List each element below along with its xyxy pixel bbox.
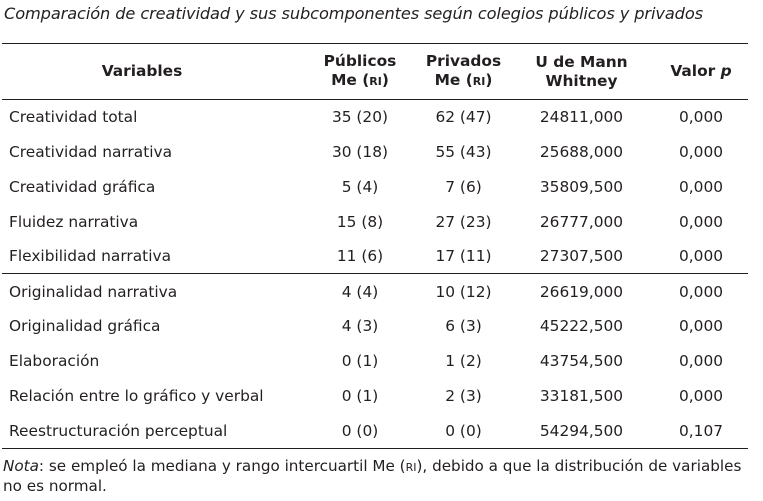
cell-valor-p: 0,000	[678, 317, 724, 336]
header-row	[2, 44, 748, 100]
cell-valor-p: 0,000	[678, 352, 724, 371]
cell-valor-p: 0,000	[678, 177, 724, 196]
table-caption: Comparación de creatividad y sus subcomponentes según colegios públicos y privados	[4, 4, 703, 23]
cell-privados: 0 (0)	[418, 414, 509, 449]
table-header	[2, 44, 748, 100]
cell-u-mann-whitney: 26619,000	[509, 274, 654, 309]
cell-privados: 55 (43)	[435, 142, 492, 161]
cell-valor-p: 0,000	[678, 387, 724, 406]
header-valor-p	[654, 44, 748, 100]
cell-publicos: 35 (20)	[331, 108, 389, 127]
table-note	[3, 457, 761, 496]
cell-variable: Relación entre lo gráfico y verbal	[9, 387, 264, 406]
header-privados	[418, 44, 509, 100]
cell-privados: 2 (3)	[445, 387, 482, 406]
cell-u-mann-whitney: 25688,000	[539, 142, 624, 161]
table-row	[2, 274, 748, 309]
cell-valor-p: 0,000	[678, 212, 724, 231]
cell-valor-p: 0,000	[678, 247, 724, 266]
note-text-before: : se empleó la mediana y rango intercuartil Me (	[38, 457, 406, 475]
cell-u-mann-whitney: 26777,000	[539, 212, 624, 231]
cell-variable: Originalidad gráfica	[9, 317, 161, 336]
note-ri: RI	[405, 461, 417, 474]
cell-publicos: 0 (1)	[341, 352, 379, 371]
cell-valor-p: 0,000	[654, 274, 748, 309]
header-privados-line2-prefix: Me (	[434, 71, 473, 89]
table-row	[2, 204, 748, 239]
header-mann-line1: U de Mann	[535, 52, 628, 71]
header-publicos-ri: RI	[369, 75, 382, 88]
table-row	[2, 344, 748, 379]
header-mann-line2: Whitney	[545, 71, 618, 90]
cell-publicos: 11 (6)	[336, 247, 384, 266]
cell-variable: Creatividad gráfica	[9, 177, 156, 196]
cell-variable: Reestructuración perceptual	[2, 414, 302, 449]
cell-variable: Flexibilidad narrativa	[9, 247, 172, 266]
cell-publicos: 0 (1)	[341, 387, 379, 406]
cell-u-mann-whitney: 43754,500	[539, 352, 624, 371]
comparison-table	[2, 43, 748, 449]
header-publicos-line1: Públicos	[323, 52, 397, 70]
cell-u-mann-whitney: 35809,500	[539, 177, 624, 196]
cell-variable: Elaboración	[9, 352, 100, 371]
cell-variable: Creatividad total	[9, 108, 138, 127]
cell-publicos: 5 (4)	[341, 177, 379, 196]
cell-privados: 10 (12)	[418, 274, 509, 309]
cell-u-mann-whitney: 45222,500	[539, 317, 624, 336]
table-row	[2, 134, 748, 169]
cell-privados: 1 (2)	[445, 352, 482, 371]
header-publicos-line2-prefix: Me (	[331, 71, 370, 89]
cell-privados: 62 (47)	[435, 108, 492, 127]
header-publicos-line2-suffix: )	[381, 71, 389, 89]
cell-publicos: 4 (3)	[341, 317, 379, 336]
table-body	[2, 100, 748, 449]
table-row	[2, 169, 748, 204]
cell-u-mann-whitney: 54294,500	[509, 414, 654, 449]
note-text-after: ), debido a que la distribución de variables no es normal.	[3, 457, 742, 495]
cell-variable: Fluidez narrativa	[9, 212, 139, 231]
cell-publicos: 30 (18)	[331, 142, 389, 161]
table-row	[2, 309, 748, 344]
cell-publicos: 0 (0)	[302, 414, 418, 449]
cell-privados: 17 (11)	[435, 247, 492, 266]
table-row	[2, 239, 748, 274]
table-row	[2, 100, 748, 135]
header-valor-p-symbol: p	[720, 62, 732, 80]
cell-variable: Creatividad narrativa	[9, 142, 173, 161]
cell-variable: Originalidad narrativa	[2, 274, 302, 309]
cell-privados: 6 (3)	[445, 317, 482, 336]
cell-u-mann-whitney: 33181,500	[539, 387, 624, 406]
cell-publicos: 4 (4)	[302, 274, 418, 309]
note-label: Nota	[3, 457, 39, 475]
cell-valor-p: 0,000	[678, 108, 724, 127]
header-variables: Variables	[101, 62, 183, 80]
cell-u-mann-whitney: 27307,500	[539, 247, 624, 266]
cell-privados: 27 (23)	[435, 212, 492, 231]
cell-publicos: 15 (8)	[336, 212, 384, 231]
cell-privados: 7 (6)	[445, 177, 482, 196]
header-privados-line1: Privados	[425, 52, 502, 70]
cell-u-mann-whitney: 24811,000	[539, 108, 624, 127]
header-mann-whitney	[509, 44, 654, 100]
header-privados-ri: RI	[472, 75, 486, 88]
table-row	[2, 414, 748, 449]
header-valor-prefix: Valor	[670, 62, 721, 80]
header-privados-line2-suffix: )	[485, 71, 493, 89]
table-row	[2, 379, 748, 414]
cell-valor-p: 0,107	[654, 414, 748, 449]
cell-valor-p: 0,000	[678, 142, 724, 161]
header-publicos	[302, 44, 418, 100]
